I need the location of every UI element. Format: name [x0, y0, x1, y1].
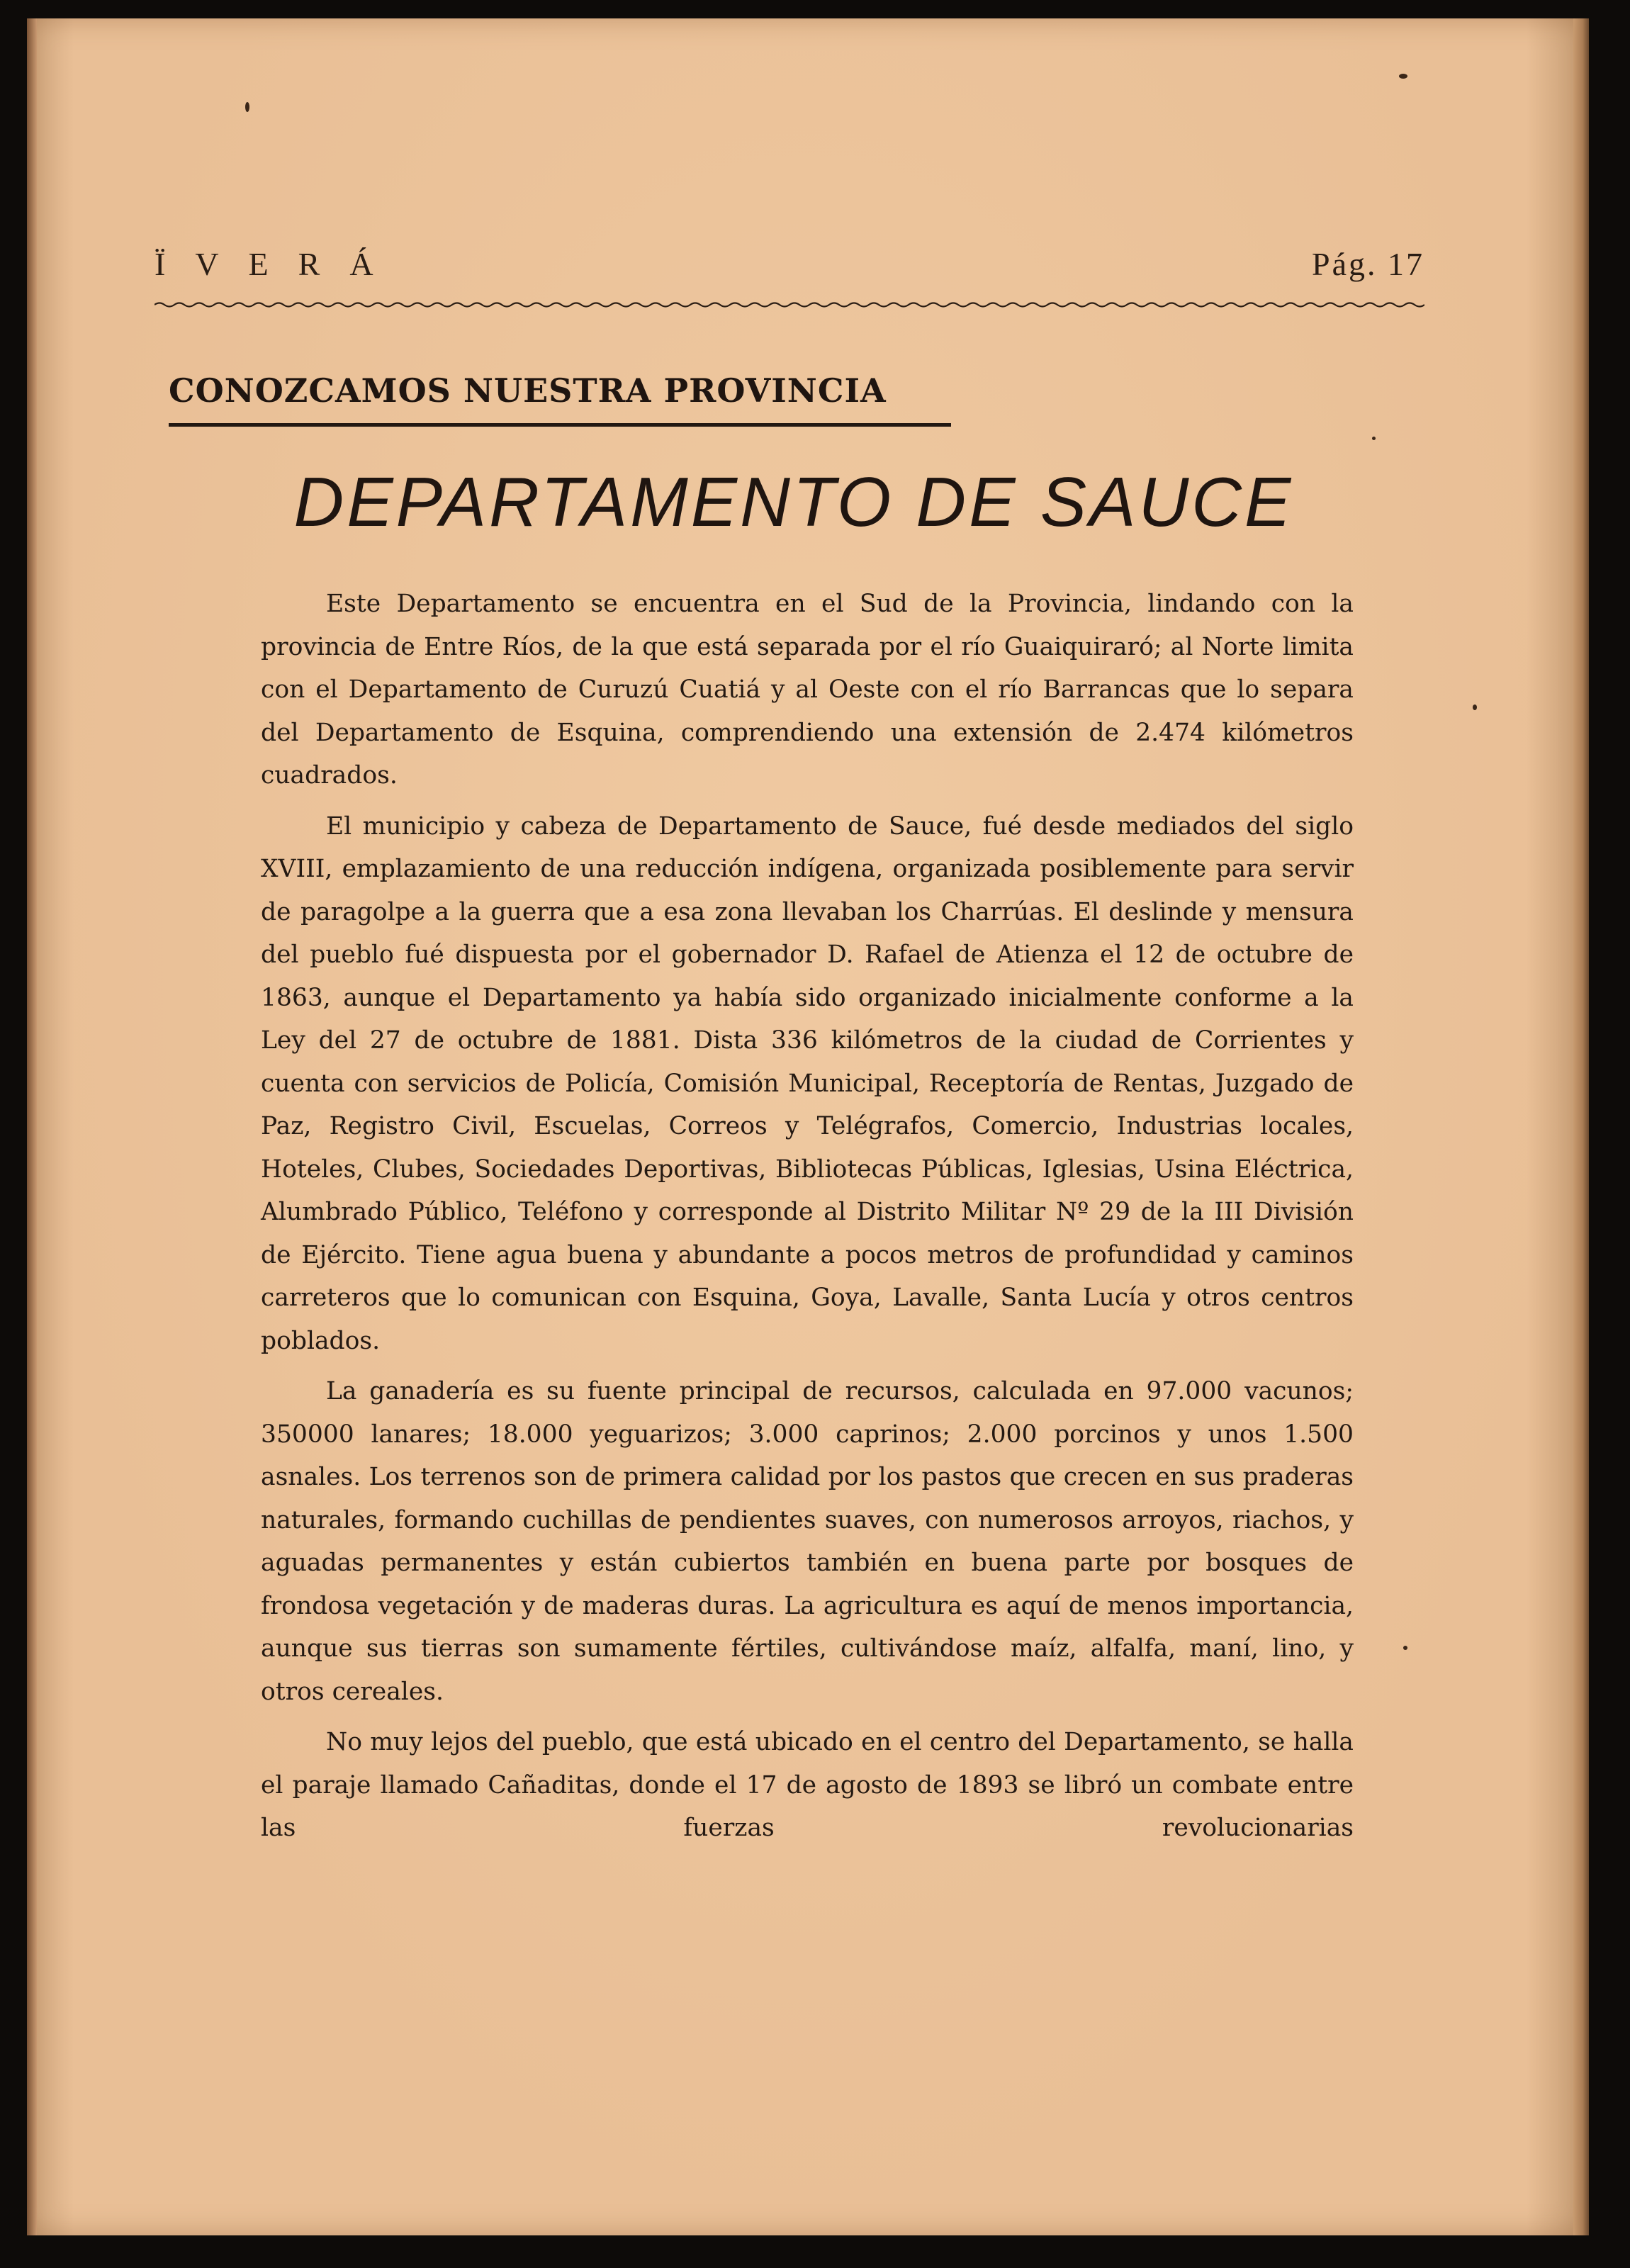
ink-speck	[245, 102, 249, 112]
ink-speck	[1473, 704, 1477, 710]
article-body	[261, 583, 1354, 1850]
article-title: DEPARTAMENTO DE SAUCE	[293, 463, 1294, 541]
book-spine-shadow	[27, 18, 37, 2235]
wavy-rule	[154, 298, 1424, 312]
running-header	[154, 238, 1424, 295]
ink-speck	[1399, 74, 1407, 79]
paragraph: No muy lejos del pueblo, que está ubicado en el centro del Departamento, se halla el paraje llamado Cañaditas, donde el 17 de agosto de 1893 se libró un combate entre las fuerzas revolucionarias	[261, 1728, 1354, 1842]
ink-speck	[1372, 437, 1376, 440]
section-underline	[169, 423, 951, 427]
paragraph: El municipio y cabeza de Departamento de Sauce, fué desde mediados del siglo XVIII, emplazamiento de una reducción indígena, organizada posiblemente para servir de paragolpe a la guerra que a esa zona llevaban los Charrúas. El deslinde y mensura del pueblo fué dispuesta por el gobernador D. Rafael de Atienza el 12 de octubre de 1863, aunque el Departamento ya había sido organizado inicialmente conforme a la Ley del 27 de octubre de 1881. Dista 336 kilómetros de la ciudad de Corrientes y cuenta con servicios de Policía, Comisión Municipal, Receptoría de Rentas, Juzgado de Paz, Registro Civil, Escuelas, Correos y Telégrafos, Comercio, Industrias locales, Hoteles, Clubes, Sociedades Deportivas, Bibliotecas Públicas, Iglesias, Usina Eléctrica, Alumbrado Público, Teléfono y corresponde al Distrito Militar Nº 29 de la III División de Ejército. Tiene agua buena y abundante a pocos metros de profundidad y caminos carreteros que lo comunican con Esquina, Goya, Lavalle, Santa Lucía y otros centros poblados.	[261, 812, 1354, 1355]
page-number: Pág. 17	[1312, 246, 1424, 282]
page-edge	[1573, 18, 1589, 2235]
section-title: CONOZCAMOS NUESTRA PROVINCIA	[169, 371, 887, 410]
paragraph: Este Departamento se encuentra en el Sud de la Provincia, lindando con la provincia de Entre Ríos, de la que está separada por el río Guaiquiraró; al Norte limita con el Departamento de Curuzú Cuatiá y al Oeste con el río Barrancas que lo separa del Departamento de Esquina, comprendiendo una extensión de 2.474 kilómetros cuadrados.	[261, 590, 1354, 790]
ink-speck	[1403, 1646, 1407, 1650]
magazine-name: ÏVERÁ	[154, 246, 403, 282]
paragraph: La ganadería es su fuente principal de recursos, calculada en 97.000 vacunos; 350000 lanares; 18.000 yeguarizos; 3.000 caprinos; 2.000 porcinos y unos 1.500 asnales. Los terrenos son de primera calidad por los pastos que crecen en sus praderas naturales, formando cuchillas de pendientes suaves, con numerosos arroyos, riachos, y aguadas permanentes y están cubiertos también en buena parte por bosques de frondosa vegetación y de maderas duras. La agricultura es aquí de menos importancia, aunque sus tierras son sumamente fértiles, cultivándose maíz, alfalfa, maní, lino, y otros cereales.	[261, 1377, 1354, 1706]
